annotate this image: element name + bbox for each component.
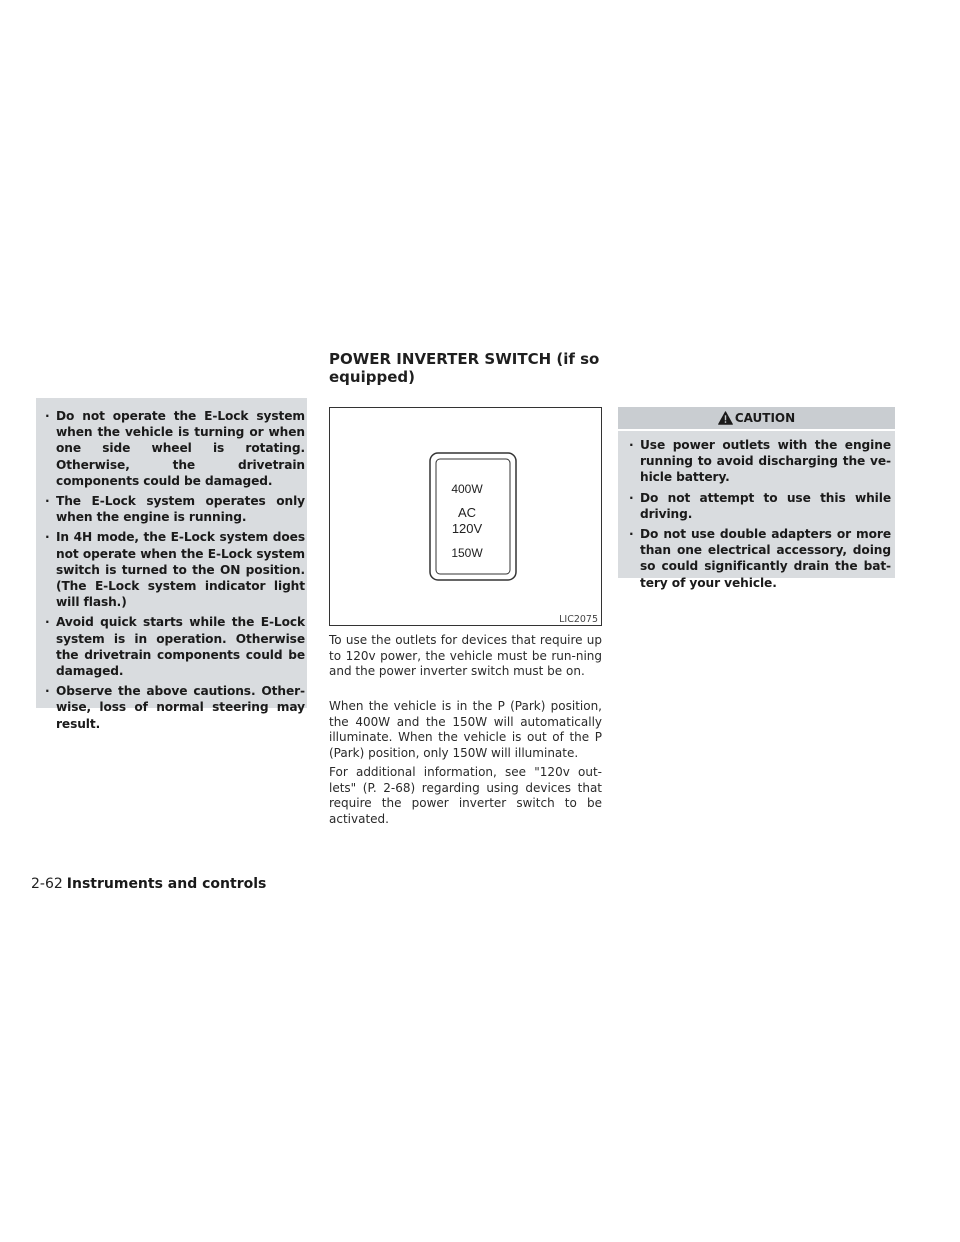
caution-item: · Do not operate the E-Lock system when the vehicle is turning or when one side wheel is rotating. Otherwise, the drivetrain components could be damaged. (45, 409, 305, 488)
page-footer (31, 876, 266, 892)
section-title: POWER INVERTER SWITCH (if so equipped) (329, 350, 600, 386)
label-120v: 120V (451, 521, 483, 536)
caution-item-text: Do not operate the E-Lock system when the vehicle is turning or when one side wheel is rotating. Otherwise, the drivetrain components could be damaged. (56, 409, 305, 488)
caution-item-text: Observe the above cautions. Other-wise, loss of normal steering may result. (56, 684, 305, 731)
caution-item: · Observe the above cautions. Other-wise, loss of normal steering may result. (45, 684, 305, 731)
caution-continued-box (36, 398, 307, 731)
caution-item: · Do not attempt to use this while driving. (629, 490, 891, 521)
power-inverter-switch-figure (329, 407, 602, 626)
label-150w: 150W (451, 546, 483, 560)
caution-item: · The E-Lock system operates only when the engine is running. (45, 494, 305, 525)
page-number: 2-62 (31, 876, 63, 892)
label-400w: 400W (451, 482, 483, 496)
chapter-title: Instruments and controls (66, 876, 267, 892)
body-paragraph-3: For additional information, see "120v out-lets" (P. 2-68) regarding using devices that require the power inverter switch to be activated. (329, 765, 602, 826)
caution-item-text: Do not use double adapters or more than one electrical accessory, doing so could significantly drain the bat-tery of your vehicle. (640, 527, 891, 590)
switch-illustration (330, 408, 601, 625)
warning-icon (718, 411, 733, 425)
caution-item-text: Avoid quick starts while the E-Lock system is in operation. Otherwise the drivetrain components could be damaged. (56, 615, 305, 679)
caution-title: CAUTION (734, 411, 796, 425)
caution-item: · Use power outlets with the engine running to avoid discharging the ve-hicle battery. (629, 438, 891, 485)
body-paragraph-1: To use the outlets for devices that require up to 120v power, the vehicle must be run-ning and the power inverter switch must be on. (329, 633, 602, 679)
body-paragraph-2: When the vehicle is in the P (Park) position, the 400W and the 150W will automatically illuminate. When the vehicle is out of the P (Park) position, only 150W will illuminate. (329, 699, 602, 760)
caution-item-text: In 4H mode, the E-Lock system does not operate when the E-Lock system switch is turned to the ON position. (The E-Lock system indicator light will flash.) (56, 530, 305, 610)
figure-code: LIC2075 (559, 614, 598, 625)
caution-item-text: Use power outlets with the engine running to avoid discharging the ve-hicle battery. (640, 438, 891, 485)
caution-list (626, 437, 891, 591)
caution-header (618, 407, 895, 429)
caution-item-text: The E-Lock system operates only when the engine is running. (56, 494, 305, 525)
caution-item: · Do not use double adapters or more than one electrical accessory, doing so could significantly drain the bat-tery of your vehicle. (629, 527, 891, 590)
caution-list (42, 408, 305, 732)
label-ac: AC (457, 505, 477, 520)
caution-item: · In 4H mode, the E-Lock system does not operate when the E-Lock system switch is turned to the ON position. (The E-Lock system indicator light will flash.) (45, 530, 305, 610)
caution-box (618, 431, 895, 590)
caution-item-text: Do not attempt to use this while driving. (640, 490, 891, 521)
caution-item: · Avoid quick starts while the E-Lock system is in operation. Otherwise the drivetrain components could be damaged. (45, 615, 305, 679)
